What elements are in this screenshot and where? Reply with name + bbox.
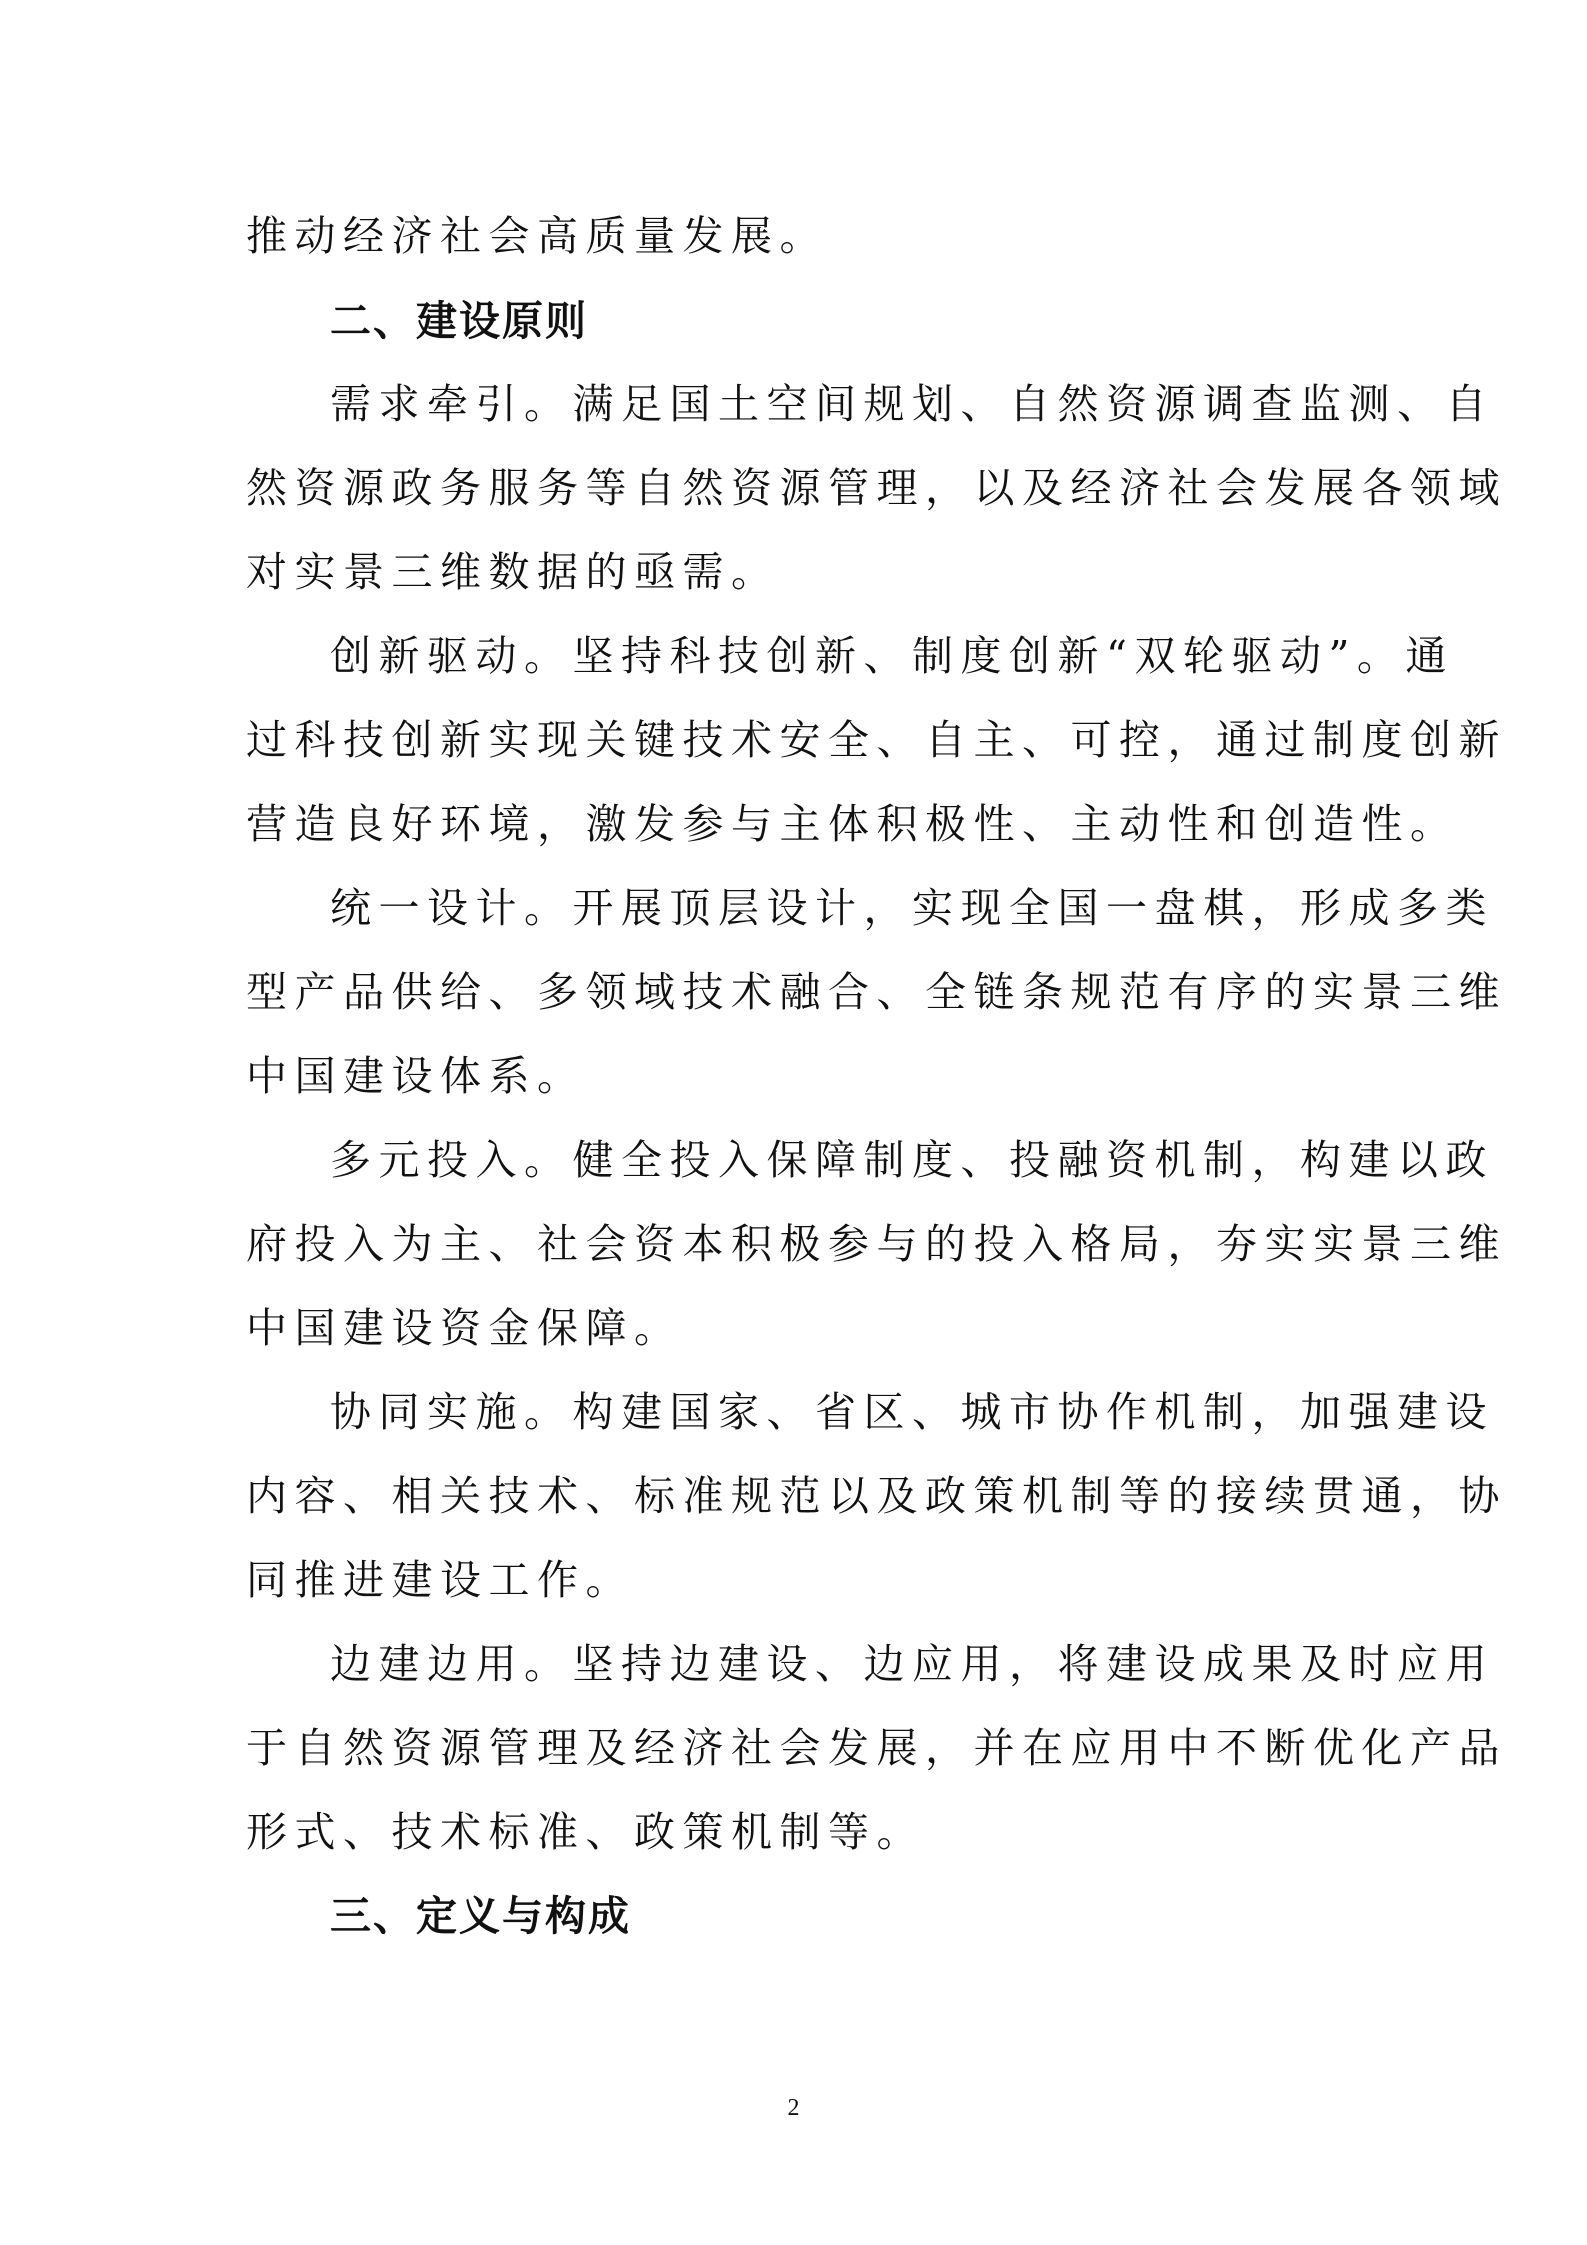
paragraph-line: 协同实施。构建国家、省区、城市协作机制，加强建设 [330,1388,1494,1436]
paragraph-line: 内容、相关技术、标准规范以及政策机制等的接续贯通，协 [246,1472,1507,1520]
paragraph-line: 创新驱动。坚持科技创新、制度创新“双轮驱动”。通 [330,632,1454,680]
paragraph-line: 需求牵引。满足国土空间规划、自然资源调查监测、自 [330,380,1494,428]
page-number: 2 [787,2095,800,2121]
section-heading-principles: 二、建设原则 [330,297,588,345]
section-heading-definition: 三、定义与构成 [330,1892,631,1940]
paragraph-line: 营造良好环境，激发参与主体积极性、主动性和创造性。 [246,800,1459,848]
paragraph-line: 于自然资源管理及经济社会发展，并在应用中不断优化产品 [246,1724,1507,1772]
paragraph-line: 统一设计。开展顶层设计，实现全国一盘棋，形成多类 [330,884,1494,932]
paragraph-line: 然资源政务服务等自然资源管理，以及经济社会发展各领域 [246,464,1507,512]
paragraph-line: 过科技创新实现关键技术安全、自主、可控，通过制度创新 [246,716,1507,764]
paragraph-line: 多元投入。健全投入保障制度、投融资机制，构建以政 [330,1136,1494,1184]
continuation-line: 推动经济社会高质量发展。 [246,212,828,260]
paragraph-line: 府投入为主、社会资本积极参与的投入格局，夯实实景三维 [246,1220,1507,1268]
paragraph-line: 中国建设体系。 [246,1052,586,1100]
paragraph-line: 中国建设资金保障。 [246,1304,683,1352]
paragraph-line: 边建边用。坚持边建设、边应用，将建设成果及时应用 [330,1640,1494,1688]
paragraph-line: 对实景三维数据的亟需。 [246,548,780,596]
paragraph-line: 型产品供给、多领域技术融合、全链条规范有序的实景三维 [246,968,1507,1016]
paragraph-line: 同推进建设工作。 [246,1556,634,1604]
paragraph-line: 形式、技术标准、政策机制等。 [246,1808,925,1856]
